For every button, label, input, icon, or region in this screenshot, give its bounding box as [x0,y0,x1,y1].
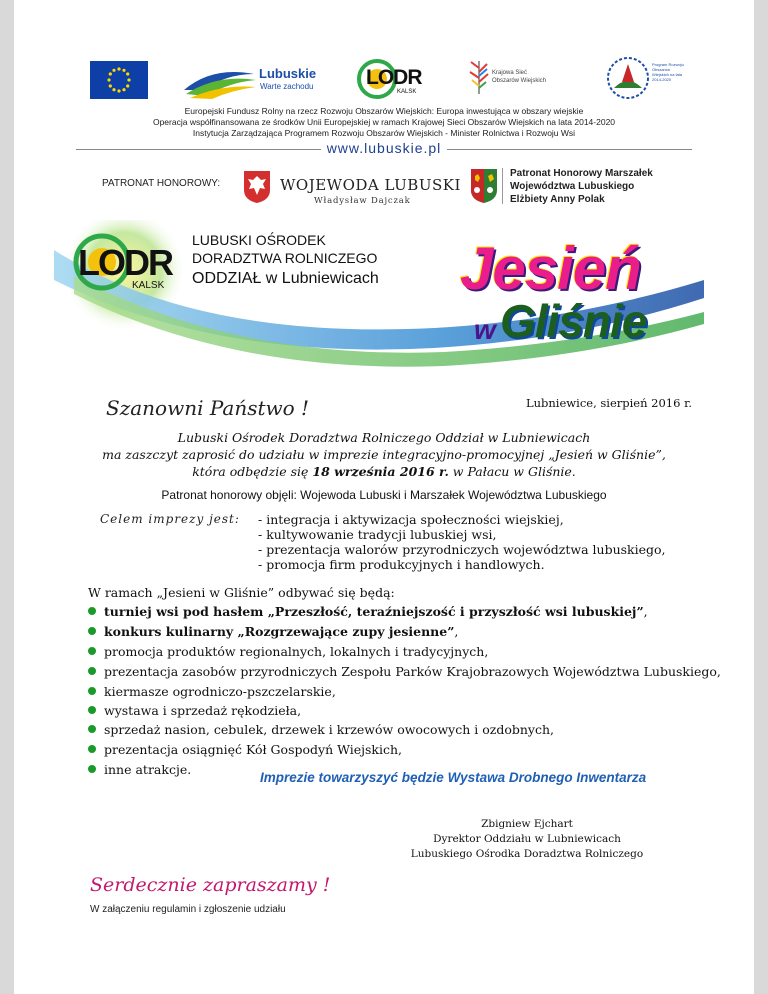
program-item-text: , [643,604,648,619]
program-item-text: kiermasze ogrodniczo-pszczelarskie, [104,684,336,699]
organizer-line-2: DORADZTWA ROLNICZEGO [192,250,378,266]
program-item-text: , [454,624,459,639]
marszalek-line-2: Województwa Lubuskiego [510,181,635,192]
signature-role-1: Dyrektor Oddziału w Lubniewicach [433,833,621,845]
lodr-main-logo [72,230,192,294]
highlight-exhibition: Imprezie towarzyszyć będzie Wystawa Drobnego Inwentarza [260,770,647,785]
program-item-text: promocja produktów regionalnych, lokalnych i tradycyjnych, [104,644,489,659]
funding-line-1: Europejski Fundusz Rolny na rzecz Rozwoju Obszarów Wiejskich: Europa inwestująca w obszary wiejskie [184,106,584,116]
lubuskie-tagline: Warte zachodu [260,82,314,91]
patronage-sentence: Patronat honorowy objęli: Wojewoda Lubuski i Marszałek Województwa Lubuskiego [161,488,607,502]
intro-line-1: Lubuski Ośrodek Doradztwa Rolniczego Oddział w Lubniewicach [177,430,591,445]
goal-item: - kultywowanie tradycji lubuskiej wsi, [258,527,497,542]
funding-line-3: Instytucja Zarządzająca Programem Rozwoju Obszarów Wiejskich - Minister Rolnictwa i Rozwoju Wsi [192,128,576,138]
event-logo-jesien: Jesień [460,235,641,302]
program-item-bold: konkurs kulinarny „Rozgrzewające zupy jesienne” [104,624,455,639]
ksow-logo [468,58,568,100]
organizer-line-3: ODDZIAŁ w Lubniewicach [192,270,379,287]
closing-invitation: Serdecznie zapraszamy ! [90,874,331,896]
intro-line-3-end: w Pałacu w Gliśnie. [448,464,576,479]
website-link[interactable] [14,140,754,156]
program-item [88,742,402,757]
bullet-icon [88,745,96,753]
invitation-page [14,0,754,994]
funding-line-2: Operacja współfinansowana ze środków Unii Europejskiej w ramach Krajowej Sieci Obszarów Wiejskich na lata 2014-2020 [152,117,616,127]
intro-line-2: ma zaszczyt zaprosić do udziału w imprezie integracyjno-promocyjnej „Jesień w Gliśnie”, [102,447,666,462]
place-date: Lubniewice, sierpień 2016 r. [526,396,692,410]
lodr-main-sub: KALSK [132,280,165,291]
patron-divider [502,168,503,204]
program-item-text: prezentacja osiągnięć Kół Gospodyń Wiejskich, [104,742,403,757]
signature-role-2: Lubuskiego Ośrodka Doradztwa Rolniczego [410,848,644,860]
program-item [88,644,488,659]
greeting: Szanowni Państwo ! [106,396,310,420]
program-item-bold: turniej wsi pod hasłem „Przeszłość, teraźniejszość i przyszłość wsi lubuskiej” [104,604,644,619]
program-item [88,604,648,619]
lubuskie-coat-of-arms [470,168,498,204]
goal-item: - promocja firm produkcyjnych i handlowych. [258,557,545,572]
wojewoda-name: Władysław Dajczak [314,196,411,206]
bullet-icon [88,607,96,615]
ksow-line1: Krajowa Sieć [492,70,528,76]
goal-item: - integracja i aktywizacja społeczności wiejskiej, [258,512,564,527]
bullet-icon [88,647,96,655]
attachment-note: W załączeniu regulamin i zgłoszenie udziału [90,904,286,915]
program-item [88,722,554,737]
bullet-icon [88,725,96,733]
lodr-small-text: LODR [366,66,422,89]
lodr-small-logo [357,58,427,100]
wojewoda-title: WOJEWODA LUBUSKI [280,176,461,194]
program-item-text: wystawa i sprzedaż rękodzieła, [104,703,302,718]
program-item [88,684,336,699]
event-logo [460,234,700,354]
goals-list [258,512,666,572]
marszalek-line-1: Patronat Honorowy Marszałek [510,168,653,179]
signature-name: Zbigniew Ejchart [481,818,573,830]
ksow-line2: Obszarów Wiejskich [492,78,547,84]
prow-logo [606,56,686,102]
prow-text: Program Rozwoju Obszarów Wiejskich na lata 2014-2020 [652,62,684,82]
polish-eagle-emblem [243,170,271,204]
goal-item: - prezentacja walorów przyrodniczych województwa lubuskiego, [258,542,666,557]
lubuskie-logo [182,60,322,100]
bullet-icon [88,667,96,675]
eu-flag-logo [90,61,148,99]
event-logo-w: w [474,314,496,345]
lodr-main-text: LODR [78,242,172,283]
program-item [88,703,301,718]
lodr-small-sub: KALSK [397,89,417,95]
intro-line-3 [14,464,754,479]
event-logo-glisnie: Gliśnie [500,295,647,347]
program-item [88,624,458,639]
program-item-text: prezentacja zasobów przyrodniczych Zespołu Parków Krajobrazowych Województwa Lubuskiego, [104,664,721,679]
program-item-text: sprzedaż nasion, cebulek, drzewek i krzewów owocowych i ozdobnych, [104,722,555,737]
bullet-icon [88,706,96,714]
lubuskie-name: Lubuskie [259,66,317,81]
patronage-label: PATRONAT HONOROWY: [102,178,221,189]
program-item [88,762,191,777]
program-item-text: inne atrakcje. [104,762,192,777]
marszalek-line-3: Elżbiety Anny Polak [510,194,605,205]
goals-label: Celem imprezy jest: [100,512,240,526]
organizer-line-1: LUBUSKI OŚRODEK [192,232,326,248]
bullet-icon [88,687,96,695]
bullet-icon [88,627,96,635]
website-text[interactable]: www.lubuskie.pl [321,140,448,156]
program-intro: W ramach „Jesieni w Gliśnie” odbywać się będą: [88,585,395,600]
event-date: 18 września 2016 r. [312,464,449,479]
intro-line-3-start: która odbędzie się [192,464,313,479]
bullet-icon [88,765,96,773]
program-item [88,664,721,679]
